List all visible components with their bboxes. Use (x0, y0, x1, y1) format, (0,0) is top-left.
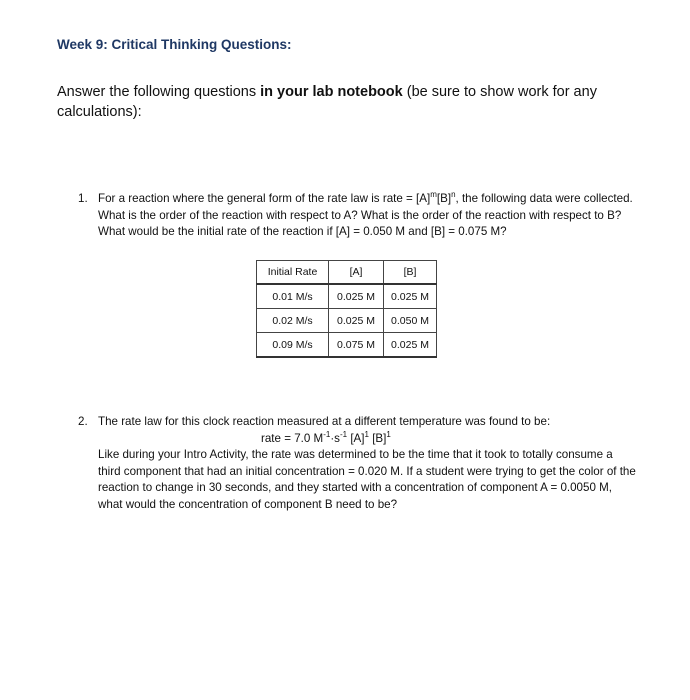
question-1-number: 1. (78, 192, 88, 205)
question-2-text (98, 414, 638, 513)
intro-text-start: Answer the following questions (57, 84, 261, 100)
q1-exponent-n: n (451, 190, 456, 200)
question-1-text (98, 191, 638, 241)
question-2 (78, 414, 638, 513)
table-cell-rate: 0.01 M/s (257, 284, 329, 309)
q1-text-part-a: For a reaction where the general form of the rate law is rate = [A] (98, 192, 431, 205)
rate-law-part-b: ·s (330, 431, 340, 445)
rate-law-exp-1: -1 (323, 429, 331, 439)
header-concentration-a: [A] (329, 261, 384, 285)
header-initial-rate: Initial Rate (257, 261, 329, 285)
table-cell-a: 0.075 M (329, 333, 384, 358)
question-2-number: 2. (78, 415, 88, 428)
intro-text-end: (be sure to show work for any calculations): (57, 84, 597, 120)
intro-bold-text: in your lab notebook (260, 84, 403, 100)
table-cell-rate: 0.09 M/s (257, 333, 329, 358)
header-concentration-b: [B] (384, 261, 437, 285)
q1-exponent-m: m (430, 190, 437, 200)
rate-law-part-c: [A] (347, 431, 365, 445)
page-heading: Week 9: Critical Thinking Questions: (57, 37, 292, 52)
rate-law-part-d: [B] (368, 431, 387, 445)
q2-body-text: Like during your Intro Activity, the rate was determined to be the time that it took to totally consume a third component that had an initial concentration = 0.020 M. If a student were trying to get the color of the reaction to change in 30 seconds, and they started with a concentration of component A = 0.0050 M, what would the concentration of component B need to be? (98, 448, 636, 511)
rate-law-exp-3: 1 (364, 429, 369, 439)
rate-law-equation (98, 431, 638, 448)
table-cell-a: 0.025 M (329, 284, 384, 309)
q1-text-part-c: , the following data were collected. What is the order of the reaction with respect to A? What is the order of the reaction with respect to B? What would be the initial rate of the reaction if [A] = 0.050 M and [B] = 0.075 M? (98, 192, 633, 238)
table-cell-b: 0.025 M (384, 333, 437, 358)
table-cell-a: 0.025 M (329, 309, 384, 333)
q2-intro-line: The rate law for this clock reaction measured at a different temperature was found to be: (98, 415, 551, 428)
table-row (257, 333, 437, 358)
table-row (257, 284, 437, 309)
table-cell-rate: 0.02 M/s (257, 309, 329, 333)
rate-law-part-a: rate = 7.0 M (261, 431, 324, 445)
rate-law-exp-2: -1 (339, 429, 348, 439)
table-header-row (257, 261, 437, 285)
rate-law-exp-4: 1 (386, 429, 391, 439)
rate-data-table (256, 260, 437, 358)
table-cell-b: 0.025 M (384, 284, 437, 309)
question-1 (78, 191, 638, 241)
intro-paragraph (57, 82, 637, 122)
table-row (257, 309, 437, 333)
q1-text-part-b: [B] (436, 192, 452, 205)
table-cell-b: 0.050 M (384, 309, 437, 333)
